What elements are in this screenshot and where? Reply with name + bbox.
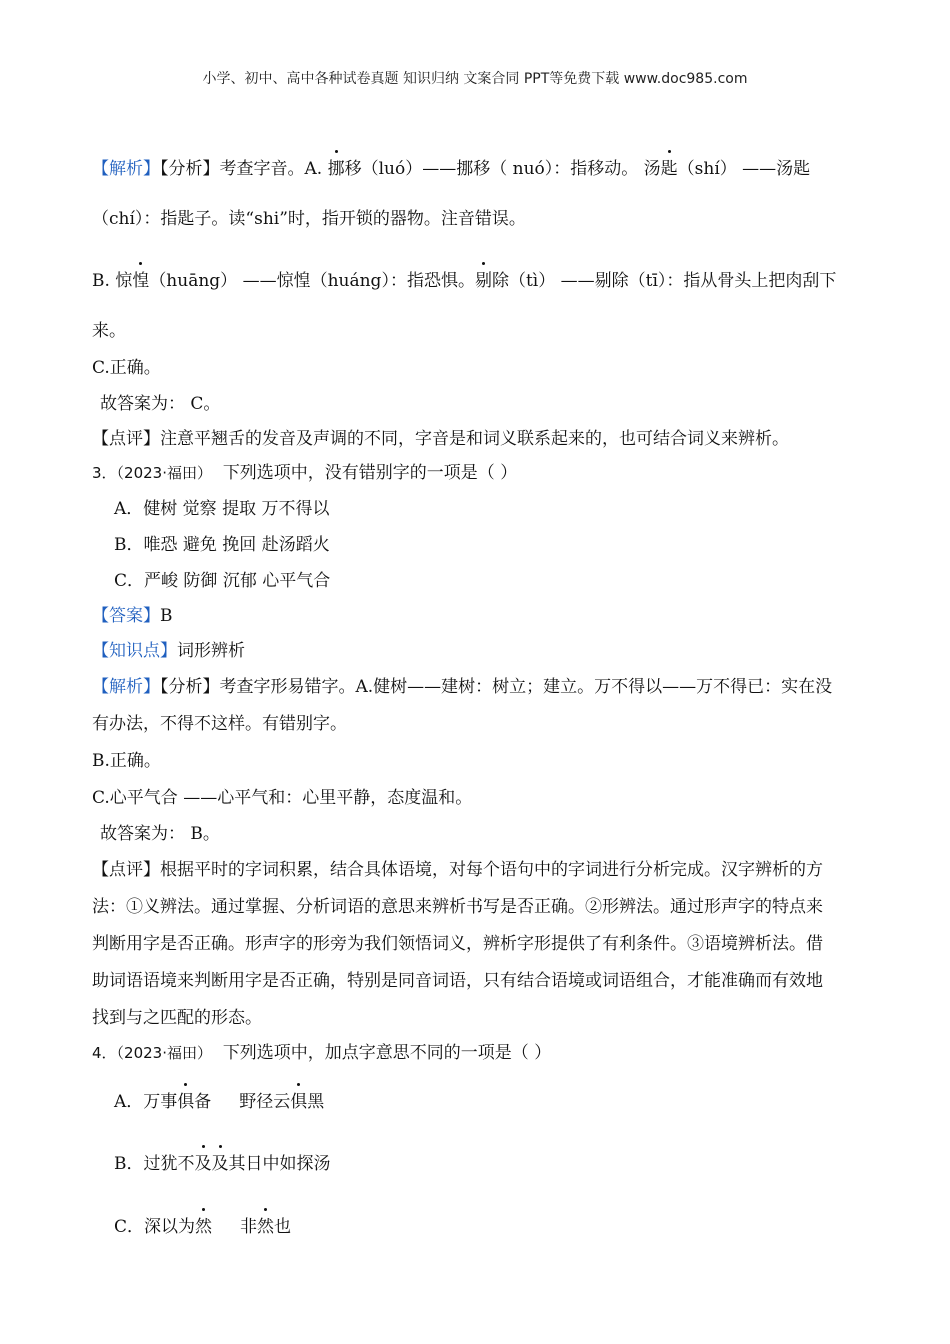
dotted-char: 惶 <box>132 271 150 291</box>
q2-analysis-line-2: （chí）：指匙子。读“shi”时，指开锁的器物。注音错误。 <box>92 209 526 229</box>
q2-option-b-line-2: 来。 <box>92 321 126 341</box>
dotted-char: 及 <box>194 1154 212 1174</box>
dotted-char: 然 <box>257 1217 275 1237</box>
dotted-char: 匙 <box>660 159 678 179</box>
dotted-char: 俱 <box>177 1092 195 1112</box>
answer-tag: 【答案】 <box>92 606 160 626</box>
knowledge-tag: 【知识点】 <box>92 641 177 661</box>
analysis-tag: 【解析】 <box>92 159 160 179</box>
q4-stem: 4．（2023·福田） 下列选项中，加点字意思不同的一项是（ ） <box>92 1043 552 1063</box>
q3-answer: 故答案为： B。 <box>100 824 220 844</box>
q3-comment-line-4: 助词语语境来判断用字是否正确，特别是同音词语，只有结合语境或词语组合，才能准确而有效地 <box>92 971 823 991</box>
q3-comment-line-5: 找到与之匹配的形态。 <box>92 1008 262 1028</box>
dotted-char: 挪 <box>327 159 345 179</box>
q3-option-c-note: C.心平气合 ——心平气和：心里平静，态度温和。 <box>92 788 473 808</box>
q4-option-a: A．万事俱备 野径云俱黑 <box>114 1092 325 1112</box>
q2-answer: 故答案为： C。 <box>100 394 221 414</box>
question-number: 3．（2023·福田） <box>92 464 212 482</box>
q4-option-c: C．深以为然 非然也 <box>114 1217 292 1237</box>
q2-comment: 【点评】注意平翘舌的发音及声调的不同，字音是和词义联系起来的，也可结合词义来辨析。 <box>92 429 789 449</box>
q3-answer-label <box>92 605 173 627</box>
page-header: 小学、初中、高中各种试卷真题 知识归纳 文案合同 PPT等免费下载 www.doc985.com <box>202 71 748 87</box>
q3-comment-line-1: 【点评】根据平时的字词积累，结合具体语境，对每个语句中的字词进行分析完成。汉字辨析的方 <box>92 860 823 880</box>
analysis-tag: 【解析】 <box>92 677 160 697</box>
q3-analysis-line-2: 有办法，不得不这样。有错别字。 <box>92 714 347 734</box>
dotted-char: 及 <box>211 1154 229 1174</box>
dotted-char: 剔 <box>474 271 492 291</box>
q3-option-b-note: B.正确。 <box>92 751 161 771</box>
q2-analysis-line-1: 【解析】【分析】考查字音。A. 挪移（luó）——挪移（ nuó）：指移动。 汤匙（shí） ——汤匙 <box>92 159 811 179</box>
q4-option-b: B．过犹不及及其日中如探汤 <box>114 1154 331 1174</box>
dotted-char: 俱 <box>290 1092 308 1112</box>
q3-option-c: C．严峻 防御 沉郁 心平气合 <box>114 571 331 591</box>
q3-analysis-line-1: 【解析】【分析】考查字形易错字。A.健树——建树：树立；建立。万不得以——万不得已：实在没 <box>92 677 833 697</box>
q3-knowledge-point: 【知识点】词形辨析 <box>92 641 245 661</box>
comment-tag: 【点评】 <box>92 429 160 449</box>
q3-option-a: A．健树 觉察 提取 万不得以 <box>114 499 330 519</box>
q2-option-c: C.正确。 <box>92 358 161 378</box>
q3-comment-line-2: 法：①义辨法。通过掌握、分析词语的意思来辨析书写是否正确。②形辨法。通过形声字的特点来 <box>92 897 823 917</box>
answer-value: B <box>160 606 173 626</box>
dotted-char: 然 <box>195 1217 213 1237</box>
fenxi-tag: 【分析】 <box>160 677 220 697</box>
question-number: 4．（2023·福田） <box>92 1044 212 1062</box>
q3-option-b: B．唯恐 避免 挽回 赴汤蹈火 <box>114 535 330 555</box>
q2-option-b-line-1: B. 惊惶（huāng） ——惊惶（huáng）：指恐惧。剔除（tì） ——剔除（tī）：指从骨头上把肉刮下 <box>92 271 837 291</box>
fenxi-tag: 【分析】 <box>160 159 220 179</box>
q3-comment-line-3: 判断用字是否正确。形声字的形旁为我们领悟词义，辨析字形提供了有利条件。③语境辨析法。借 <box>92 934 823 954</box>
q3-stem: 3．（2023·福田） 下列选项中，没有错别字的一项是（ ） <box>92 463 518 483</box>
comment-tag: 【点评】 <box>92 860 160 880</box>
